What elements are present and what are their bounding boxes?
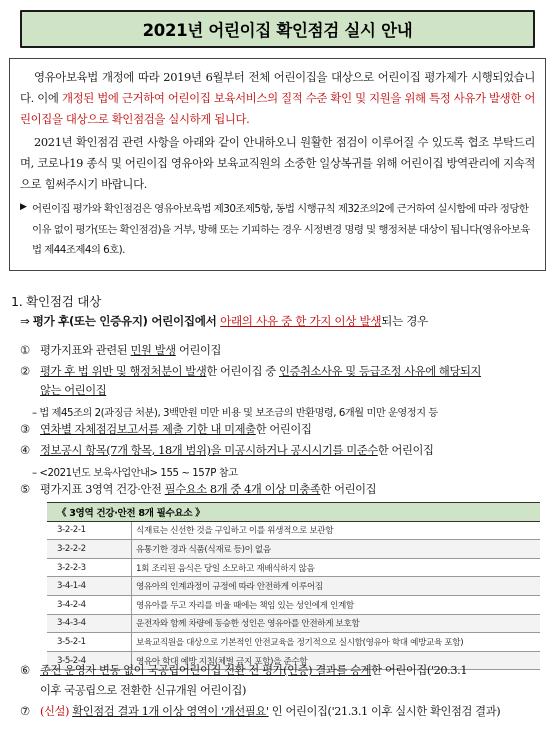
requirement-code: 3-2-2-1 [47,521,132,540]
item-emphasis: 필수요소 8개 중 4개 이상 미충족 [164,483,321,496]
item-tail: 인 어린이집('21.3.1 이후 실시한 확인점검 결과) [268,705,501,718]
triangle-bullet-icon: ▶ [20,202,27,212]
lead-text: 평가 후(또는 인증유지) 어린이집에서 [32,314,221,328]
item-tail: 어린이집 [175,344,221,357]
item-emphasis: 않는 어린이집 [40,384,107,397]
list-item-continuation [40,381,106,400]
requirement-code: 3-4-2-4 [47,595,132,614]
requirements-header-row [47,503,540,522]
requirement-code: 3-4-3-4 [47,614,132,633]
section-title: 1. 확인점검 대상 [11,294,102,309]
requirement-desc: 영유아를 두고 자리를 비울 때에는 책임 있는 성인에게 인계함 [132,595,541,614]
table-row [47,521,540,540]
sub-note: – 법 제45조의 2(과징금 처분), 3백만원 미만 비용 및 보조금의 반환명령, 6개월 미만 운영정지 등 [32,408,438,419]
item-number: ⑦ [20,705,30,718]
arrow-icon: ⇒ [20,314,30,328]
notice-p1-highlight: 개정된 법에 근거하여 어린이집 보육서비스의 질적 수준 확인 및 지원을 위해 특정 사유가 발생한 어린이집을 대상으로 확인점검을 실시하게 됩니다. [20,91,535,126]
section-lead [20,313,428,329]
item-number: ③ [20,423,30,436]
requirement-code: 3-2-2-3 [47,558,132,577]
requirement-code: 3-5-2-1 [47,633,132,652]
requirement-desc: 식재료는 신선한 것을 구입하고 이를 위생적으로 보관함 [132,521,541,540]
table-row [47,540,540,559]
item-emphasis: 연차별 자체점검보고서를 제출 기한 내 미제출 [40,423,256,436]
item-text: 한 어린이집 중 [206,365,279,378]
item-tail: 한 어린이집('20.3.1 [371,664,468,677]
item-text: 평가지표 3영역 건강·안전 [40,483,165,496]
item-tail: 한 어린이집 [320,483,377,496]
sub-note: – <2021년도 보육사업안내> 155 ~ 157P 참고 [32,468,238,479]
title-banner [20,10,535,48]
table-row [47,595,540,614]
item-new-tag: (신설) [40,705,73,718]
list-item [20,441,434,460]
item-number: ④ [20,444,30,457]
requirement-code: 3-2-2-2 [47,540,132,559]
notice-paragraph-1 [20,67,535,130]
list-item [20,702,500,721]
notice-paragraph-2 [20,132,535,195]
item-emphasis: 민원 발생 [130,344,176,357]
list-item-continuation [40,681,246,700]
requirement-desc: 1회 조리된 음식은 당일 소모하고 재배식하지 않음 [132,558,541,577]
requirements-header: 《 3영역 건강·안전 8개 필수요소 》 [47,503,540,522]
lead-tail: 되는 경우 [381,314,428,328]
list-item [20,362,481,381]
list-item [20,480,376,499]
requirement-code: 3-4-1-4 [47,577,132,596]
table-row [47,614,540,633]
item-emphasis: 평가 후 법 위반 및 행정처분이 발생 [40,365,207,378]
item-emphasis: 종전 운영자 변동 없이 국공립어린이집 전환 전 평가(인증) 결과를 승계 [40,664,372,677]
requirement-desc: 유통기한 경과 식품(식재료 등)이 없음 [132,540,541,559]
item-tail: 한 어린이집 [255,423,312,436]
list-item [20,420,311,439]
notice-box [9,58,546,271]
item-number: ② [20,365,30,378]
notice-bullet-text: 어린이집 평가와 확인점검은 영유아보육법 제30조제5항, 동법 시행규칙 제32조의2에 근거하여 실시함에 따라 정당한 이유 없이 평가(또는 확인점검)을 거부, 방해 또는 기피하는 경우 시정변경 명령 및 행정처분 대상이 됩니다(영유아보육법 제44조제4의 6호). [32,203,530,256]
item-number: ⑤ [20,483,30,496]
item-emphasis: 정보공시 항목(7개 항목, 18개 범위)을 미공시하거나 공시시기를 미준수 [40,444,378,457]
requirement-desc: 운전자와 함께 차량에 동승한 성인은 영유아를 안전하게 보호함 [132,614,541,633]
item-tail: 한 어린이집 [377,444,434,457]
item-tail: 이후 국공립으로 전환한 신규개원 어린이집) [40,684,247,697]
notice-bullet [20,199,535,261]
item-emphasis: 인증취소사유 및 등급조정 사유에 해당되지 [278,365,481,378]
requirement-code: 3-5-2-4 [47,651,132,670]
page-title: 2021년 어린이집 확인점검 실시 안내 [142,21,413,40]
item-number: ① [20,344,30,357]
requirement-desc: 보육교직원을 대상으로 기본적인 안전교육을 정기적으로 실시함(영유아 학대 예방교육 포함) [132,633,541,652]
table-row [47,558,540,577]
item-number: ⑥ [20,664,30,677]
requirement-desc: 영유아의 인계과정이 규정에 따라 안전하게 이루어짐 [132,577,541,596]
list-item [20,341,221,360]
lead-highlight: 아래의 사유 중 한 가지 이상 발생 [220,314,382,328]
item-text: 평가지표와 관련된 [40,344,131,357]
table-row [47,633,540,652]
item-emphasis: 확인점검 결과 1개 이상 영역이 '개선필요' [72,705,269,718]
notice-p2-text: 2021년 확인점검 관련 사항을 아래와 같이 안내하오니 원활한 점검이 이루어질 수 있도록 협조 부탁드리며, 코로나19 종식 및 어린이집 영유아와 보육교직원의 소중한 일상복귀를 위해 어린이집 방역관리에 지속적으로 힘써주시기 바랍니다. [20,135,535,191]
requirements-table [47,502,540,670]
notice-p1-text: 영유아보육법 개정에 따라 2019년 6월부터 전체 어린이집을 대상으로 어린이집 평가제가 시행되었습니다. 이에 [20,70,535,105]
list-item [20,661,467,680]
table-row [47,577,540,596]
requirement-desc: 영유아 학대 예방 지침(체벌 금지 포함)을 준수함 [132,651,541,670]
